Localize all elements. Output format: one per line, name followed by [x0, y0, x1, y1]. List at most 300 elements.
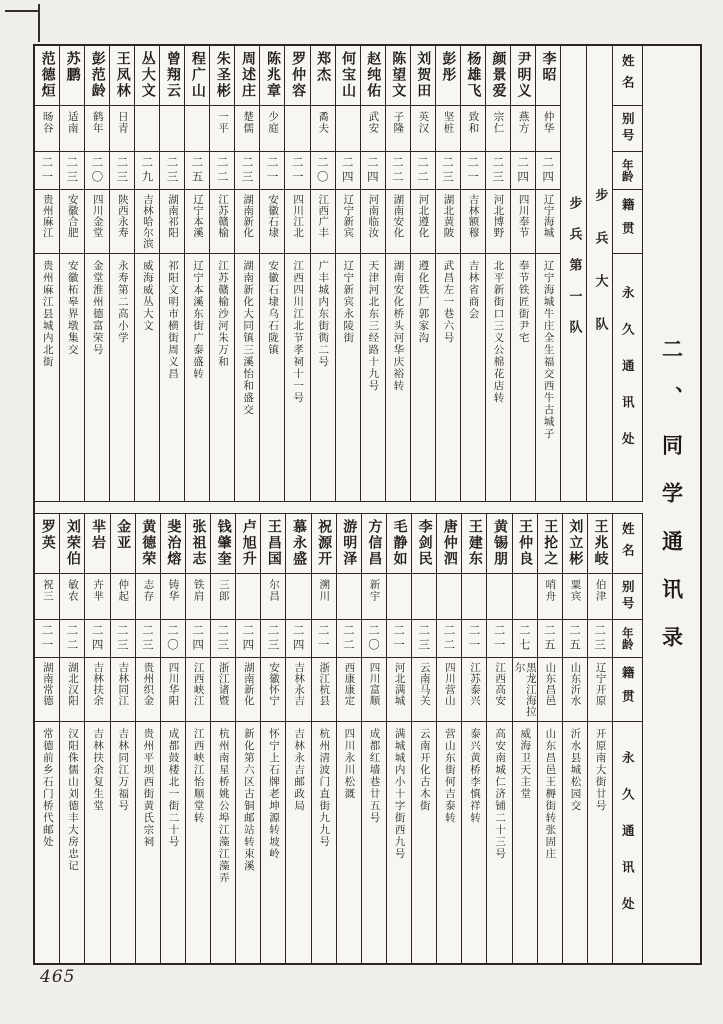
person-alias-text: 仲华 — [542, 111, 555, 134]
person-name — [85, 514, 109, 574]
person-column — [210, 46, 235, 501]
person-native-place — [387, 658, 411, 722]
person-address — [588, 722, 612, 963]
person-address-text: 湖南安化桥头河华庆裕转 — [392, 260, 405, 392]
person-address-text: 吉林省商会 — [467, 260, 480, 320]
person-alias-text: 适南 — [66, 111, 79, 134]
header-address-label: 永久通讯处 — [620, 751, 636, 934]
person-age — [186, 620, 210, 658]
person-address-text: 威海威丛大文 — [141, 260, 154, 332]
person-address — [513, 722, 537, 963]
person-alias — [85, 106, 109, 152]
person-age-text: 二一 — [392, 624, 407, 653]
person-column — [437, 514, 462, 963]
person-alias-text: 粟宾 — [569, 579, 582, 602]
person-age — [513, 620, 537, 658]
person-address-text: 湖南新化大同镇三溪怡和盛交 — [242, 260, 255, 416]
person-age-text: 二三 — [115, 156, 130, 185]
person-native-text: 江苏赣榆 — [217, 194, 230, 238]
person-native-place — [437, 658, 461, 722]
person-name-text: 刘立彬 — [567, 519, 584, 567]
person-alias — [135, 106, 159, 152]
person-native-place — [60, 658, 84, 722]
person-address — [563, 722, 587, 963]
person-name — [538, 514, 562, 574]
person-alias — [337, 574, 361, 620]
person-alias-text: 祝三 — [41, 579, 54, 602]
person-native-place — [513, 658, 537, 722]
person-address — [110, 254, 134, 501]
person-name — [511, 46, 535, 106]
person-age-text: 二四 — [516, 156, 531, 185]
person-name — [60, 46, 84, 106]
person-alias-text: 新宇 — [368, 579, 381, 602]
header-native-label: 籍贯 — [620, 198, 636, 245]
person-address-text: 贵州麻江县城内北街 — [41, 260, 54, 368]
person-native-text: 辽宁海城 — [542, 194, 555, 238]
person-address — [386, 254, 410, 501]
person-name — [161, 514, 185, 574]
person-alias-text: 尔昌 — [267, 579, 280, 602]
person-age-text: 二四 — [241, 624, 256, 653]
person-name-text: 王昌国 — [265, 519, 282, 567]
person-address — [210, 254, 234, 501]
person-age-text: 二七 — [517, 624, 532, 653]
tables-area — [35, 46, 643, 963]
person-name — [513, 514, 537, 574]
person-age-text: 二三 — [593, 624, 608, 653]
person-name-text: 王凤林 — [114, 51, 131, 99]
person-age — [487, 620, 511, 658]
person-name-text: 彭彤 — [440, 51, 457, 83]
person-native-text: 四川江北 — [292, 194, 305, 238]
person-age — [286, 620, 310, 658]
header-column — [613, 46, 642, 501]
person-age-text: 二三 — [216, 624, 231, 653]
person-native-text: 湖南祁阳 — [166, 194, 179, 238]
person-name — [487, 514, 511, 574]
person-name — [210, 46, 234, 106]
person-age — [311, 152, 335, 190]
person-native-place — [487, 658, 511, 722]
person-alias-text: 燕方 — [517, 111, 530, 134]
person-column — [160, 46, 185, 501]
person-column — [186, 514, 211, 963]
person-address-text: 广丰城内东街衖二号 — [317, 260, 330, 368]
person-alias — [110, 106, 134, 152]
person-age-text: 二一 — [40, 624, 55, 653]
person-address-text: 营山东街何吉泰转 — [443, 728, 456, 824]
person-alias — [312, 574, 336, 620]
person-address-text: 辽宁海城牛庄全生福交西牛古城子 — [542, 260, 555, 440]
person-address-text: 江苏赣榆沙河朱万和 — [217, 260, 230, 368]
person-address — [60, 254, 84, 501]
person-alias-text: 旸谷 — [41, 111, 54, 134]
header-alias — [613, 574, 642, 620]
person-native-text: 四川奉节 — [517, 194, 530, 238]
person-address — [185, 254, 209, 501]
header-alias — [613, 106, 642, 152]
person-column — [136, 514, 161, 963]
person-age-text: 二三 — [491, 156, 506, 185]
person-column — [513, 514, 538, 963]
person-alias — [186, 574, 210, 620]
person-column — [110, 46, 135, 501]
person-name-text: 方信昌 — [366, 519, 383, 567]
person-alias-text: 楚儒 — [242, 111, 255, 134]
person-name-text: 刘贺田 — [415, 51, 432, 99]
person-age-text: 二四 — [191, 624, 206, 653]
person-age — [185, 152, 209, 190]
person-native-place — [161, 658, 185, 722]
person-column — [337, 514, 362, 963]
person-alias — [461, 106, 485, 152]
person-address-text: 安徽柘皋界墩集交 — [66, 260, 79, 356]
person-age — [411, 152, 435, 190]
person-name — [160, 46, 184, 106]
person-name-text: 慕永盛 — [290, 519, 307, 567]
header-age — [613, 620, 642, 658]
person-column — [412, 514, 437, 963]
person-name-text: 程广山 — [189, 51, 206, 99]
person-name — [35, 514, 59, 574]
person-address — [462, 722, 486, 963]
person-name — [461, 46, 485, 106]
person-age-text: 二〇 — [315, 156, 330, 185]
person-native-text: 江西广丰 — [317, 194, 330, 238]
person-alias-text: 卉芈 — [92, 579, 105, 602]
person-name-text: 芈岩 — [89, 519, 106, 551]
header-name-label: 姓名 — [620, 522, 636, 565]
person-address — [311, 254, 335, 501]
person-alias-text: 铸华 — [167, 579, 180, 602]
person-native-text: 辽宁新宾 — [342, 194, 355, 238]
header-alias-label: 别号 — [620, 580, 636, 613]
person-native-place — [412, 658, 436, 722]
registration-mark-horizontal — [5, 10, 39, 12]
person-name — [235, 46, 259, 106]
person-age-text: 二一 — [492, 624, 507, 653]
person-native-text: 河北遵化 — [417, 194, 430, 238]
header-name-label: 姓名 — [620, 54, 636, 97]
person-address-text: 成都红墙巷廿五号 — [368, 728, 381, 824]
person-column — [211, 514, 236, 963]
person-name-text: 颜景爱 — [490, 51, 507, 99]
person-column — [386, 46, 411, 501]
person-name-text: 斐治熔 — [165, 519, 182, 567]
person-alias-text: 矞夫 — [317, 111, 330, 134]
person-native-text: 贵州麻江 — [41, 194, 54, 238]
person-address — [511, 254, 535, 501]
person-address — [235, 254, 259, 501]
person-address-text: 吉林永吉邮政局 — [293, 728, 306, 812]
person-address-text: 金堂淮州德富荣号 — [91, 260, 104, 356]
person-column — [35, 46, 60, 501]
person-address-text: 天津河北东三经路十九号 — [367, 260, 380, 392]
person-address-text: 成都鼓楼北一街二十号 — [167, 728, 180, 848]
page-number: 465 — [40, 967, 76, 987]
person-name-text: 王仲良 — [517, 519, 534, 567]
person-name — [412, 514, 436, 574]
person-alias — [211, 574, 235, 620]
person-column — [85, 514, 110, 963]
person-age — [437, 620, 461, 658]
person-age-text: 二三 — [417, 624, 432, 653]
person-name-text: 陈望文 — [390, 51, 407, 99]
person-alias-text: 志存 — [142, 579, 155, 602]
person-column — [411, 46, 436, 501]
person-address-text: 江西四川江北节孝祠十一号 — [292, 260, 305, 404]
person-age-text: 二一 — [290, 156, 305, 185]
person-age-text: 二五 — [542, 624, 557, 653]
person-alias — [588, 574, 612, 620]
person-address-text: 威海卫天主堂 — [519, 728, 532, 800]
person-address-text: 沂水县城松园交 — [569, 728, 582, 812]
person-address-text: 遵化铁厂郭家沟 — [417, 260, 430, 344]
person-column — [486, 46, 511, 501]
person-age-text: 二〇 — [166, 624, 181, 653]
person-address-text: 永寿第二高小学 — [116, 260, 129, 344]
header-native — [613, 658, 642, 722]
person-name-text: 尹明义 — [515, 51, 532, 99]
person-native-place — [462, 658, 486, 722]
person-name — [111, 514, 135, 574]
person-age — [60, 620, 84, 658]
person-alias — [285, 106, 309, 152]
person-address — [486, 254, 510, 501]
person-name — [362, 514, 386, 574]
person-name-text: 黄德荣 — [140, 519, 157, 567]
person-age — [386, 152, 410, 190]
person-name-text: 杨雄飞 — [465, 51, 482, 99]
person-age-text: 二三 — [140, 624, 155, 653]
header-address — [613, 254, 642, 501]
person-age-text: 二二 — [65, 624, 80, 653]
person-age-text: 二二 — [215, 156, 230, 185]
person-address — [260, 254, 284, 501]
person-native-text: 湖北汉阳 — [66, 662, 79, 706]
person-alias — [35, 106, 59, 152]
header-age-label: 年龄 — [620, 159, 635, 182]
person-name-text: 范德烜 — [39, 51, 56, 99]
person-column — [261, 514, 286, 963]
person-column — [511, 46, 536, 501]
header-name — [613, 514, 642, 574]
person-alias — [436, 106, 460, 152]
person-native-text: 湖南安化 — [392, 194, 405, 238]
person-alias — [236, 574, 260, 620]
roster-table-bottom — [35, 513, 643, 963]
unit-label: 步兵大队 — [592, 187, 608, 360]
person-name — [336, 46, 360, 106]
person-alias-text: 宗仁 — [492, 111, 505, 134]
person-age — [461, 152, 485, 190]
person-name — [136, 514, 160, 574]
registration-mark-vertical — [38, 4, 40, 42]
person-address-text: 云南开化古木街 — [418, 728, 431, 812]
person-native-text: 吉林同江 — [117, 662, 130, 706]
person-name-text: 李剑民 — [416, 519, 433, 567]
person-address-text: 泰兴黄桥李慎祥转 — [468, 728, 481, 824]
person-alias-text: 三郎 — [217, 579, 230, 602]
person-age-text: 二三 — [115, 624, 130, 653]
person-address — [361, 254, 385, 501]
person-column — [563, 514, 588, 963]
person-native-place — [35, 658, 59, 722]
person-address — [437, 722, 461, 963]
person-alias — [60, 106, 84, 152]
person-age — [536, 152, 560, 190]
person-column — [60, 46, 85, 501]
person-native-place — [235, 190, 259, 254]
person-native-place — [536, 190, 560, 254]
person-column — [361, 46, 386, 501]
person-age-text: 二二 — [341, 624, 356, 653]
person-native-place — [35, 190, 59, 254]
person-name — [211, 514, 235, 574]
person-name — [361, 46, 385, 106]
person-address — [35, 722, 59, 963]
person-address — [387, 722, 411, 963]
person-name — [35, 46, 59, 106]
person-name-text: 陈兆章 — [265, 51, 282, 99]
person-alias — [361, 106, 385, 152]
person-address — [312, 722, 336, 963]
person-native-text: 四川富顺 — [368, 662, 381, 706]
person-native-text: 河北博野 — [492, 194, 505, 238]
person-name — [186, 514, 210, 574]
person-age — [60, 152, 84, 190]
person-age — [436, 152, 460, 190]
person-native-place — [261, 658, 285, 722]
person-native-place — [411, 190, 435, 254]
person-age-text: 二四 — [365, 156, 380, 185]
person-age — [336, 152, 360, 190]
person-alias — [210, 106, 234, 152]
person-alias — [486, 106, 510, 152]
person-address — [160, 254, 184, 501]
person-alias — [111, 574, 135, 620]
person-native-text: 辽宁本溪 — [191, 194, 204, 238]
person-name-text: 唐仲泗 — [441, 519, 458, 567]
person-column — [286, 514, 311, 963]
section-title: 二、同学通讯录 — [659, 338, 684, 674]
person-column — [161, 514, 186, 963]
person-column — [487, 514, 512, 963]
person-name — [60, 514, 84, 574]
person-address-text: 贵州平坝西街黄氏宗祠 — [142, 728, 155, 848]
person-address — [85, 254, 109, 501]
person-native-place — [461, 190, 485, 254]
person-age-text: 二五 — [568, 624, 583, 653]
person-age-text: 二二 — [442, 624, 457, 653]
person-address — [336, 254, 360, 501]
person-age-text: 二一 — [40, 156, 55, 185]
person-native-place — [563, 658, 587, 722]
person-age — [210, 152, 234, 190]
person-age-text: 二一 — [265, 156, 280, 185]
person-alias-text: 日青 — [116, 111, 129, 134]
person-native-text: 辽宁开原 — [594, 662, 607, 706]
person-native-text: 江西高安 — [494, 662, 507, 706]
person-address-text: 奉节铁匠街尹宅 — [517, 260, 530, 344]
person-alias — [286, 574, 310, 620]
person-native-text: 江苏泰兴 — [468, 662, 481, 706]
person-alias — [261, 574, 285, 620]
person-alias-text: 致和 — [467, 111, 480, 134]
person-address — [261, 722, 285, 963]
header-address-label: 永久通讯处 — [620, 286, 636, 469]
person-age — [135, 152, 159, 190]
person-name-text: 张祖志 — [190, 519, 207, 567]
person-name-text: 游明泽 — [341, 519, 358, 567]
person-name — [311, 46, 335, 106]
person-age-text: 二三 — [165, 156, 180, 185]
person-address-text: 祁阳文明市横街周义昌 — [166, 260, 179, 380]
person-address-text: 武昌左一巷六号 — [442, 260, 455, 344]
person-name-text: 毛静如 — [391, 519, 408, 567]
person-native-text: 江西峡江 — [192, 662, 205, 706]
person-name — [261, 514, 285, 574]
person-native-text: 黑龙江海拉尔 — [513, 662, 537, 717]
person-alias — [411, 106, 435, 152]
person-age-text: 二二 — [390, 156, 405, 185]
person-age — [261, 620, 285, 658]
person-native-text: 陕西永寿 — [116, 194, 129, 238]
person-age — [362, 620, 386, 658]
person-column — [387, 514, 412, 963]
person-age-text: 二三 — [266, 624, 281, 653]
person-alias — [160, 106, 184, 152]
person-address — [186, 722, 210, 963]
person-name-text: 金亚 — [115, 519, 132, 551]
person-age — [285, 152, 309, 190]
person-age — [211, 620, 235, 658]
person-age — [160, 152, 184, 190]
person-name — [337, 514, 361, 574]
person-native-place — [160, 190, 184, 254]
person-name-text: 祝源开 — [316, 519, 333, 567]
person-native-place — [511, 190, 535, 254]
person-age-text: 二四 — [340, 156, 355, 185]
person-age — [387, 620, 411, 658]
person-alias-text: 哨舟 — [544, 579, 557, 602]
person-age — [111, 620, 135, 658]
person-alias — [386, 106, 410, 152]
person-column — [185, 46, 210, 501]
person-age — [412, 620, 436, 658]
person-name-text: 黄锡朋 — [491, 519, 508, 567]
person-native-text: 云南马关 — [418, 662, 431, 706]
person-alias-text: 少庭 — [267, 111, 280, 134]
person-name — [260, 46, 284, 106]
person-alias-text: 坚桩 — [442, 111, 455, 134]
person-address — [487, 722, 511, 963]
person-alias — [161, 574, 185, 620]
person-name — [411, 46, 435, 106]
person-address-text: 杭州南星桥姚公埠江藻江藻弄 — [217, 728, 230, 884]
person-age — [110, 152, 134, 190]
person-column — [536, 46, 561, 501]
person-column — [135, 46, 160, 501]
person-native-text: 浙江诸暨 — [217, 662, 230, 706]
person-address-text: 四川永川松溉 — [343, 728, 356, 800]
person-age — [35, 152, 59, 190]
person-address — [111, 722, 135, 963]
person-native-place — [336, 190, 360, 254]
person-native-place — [111, 658, 135, 722]
person-address-text: 开原南大街廿号 — [594, 728, 607, 812]
